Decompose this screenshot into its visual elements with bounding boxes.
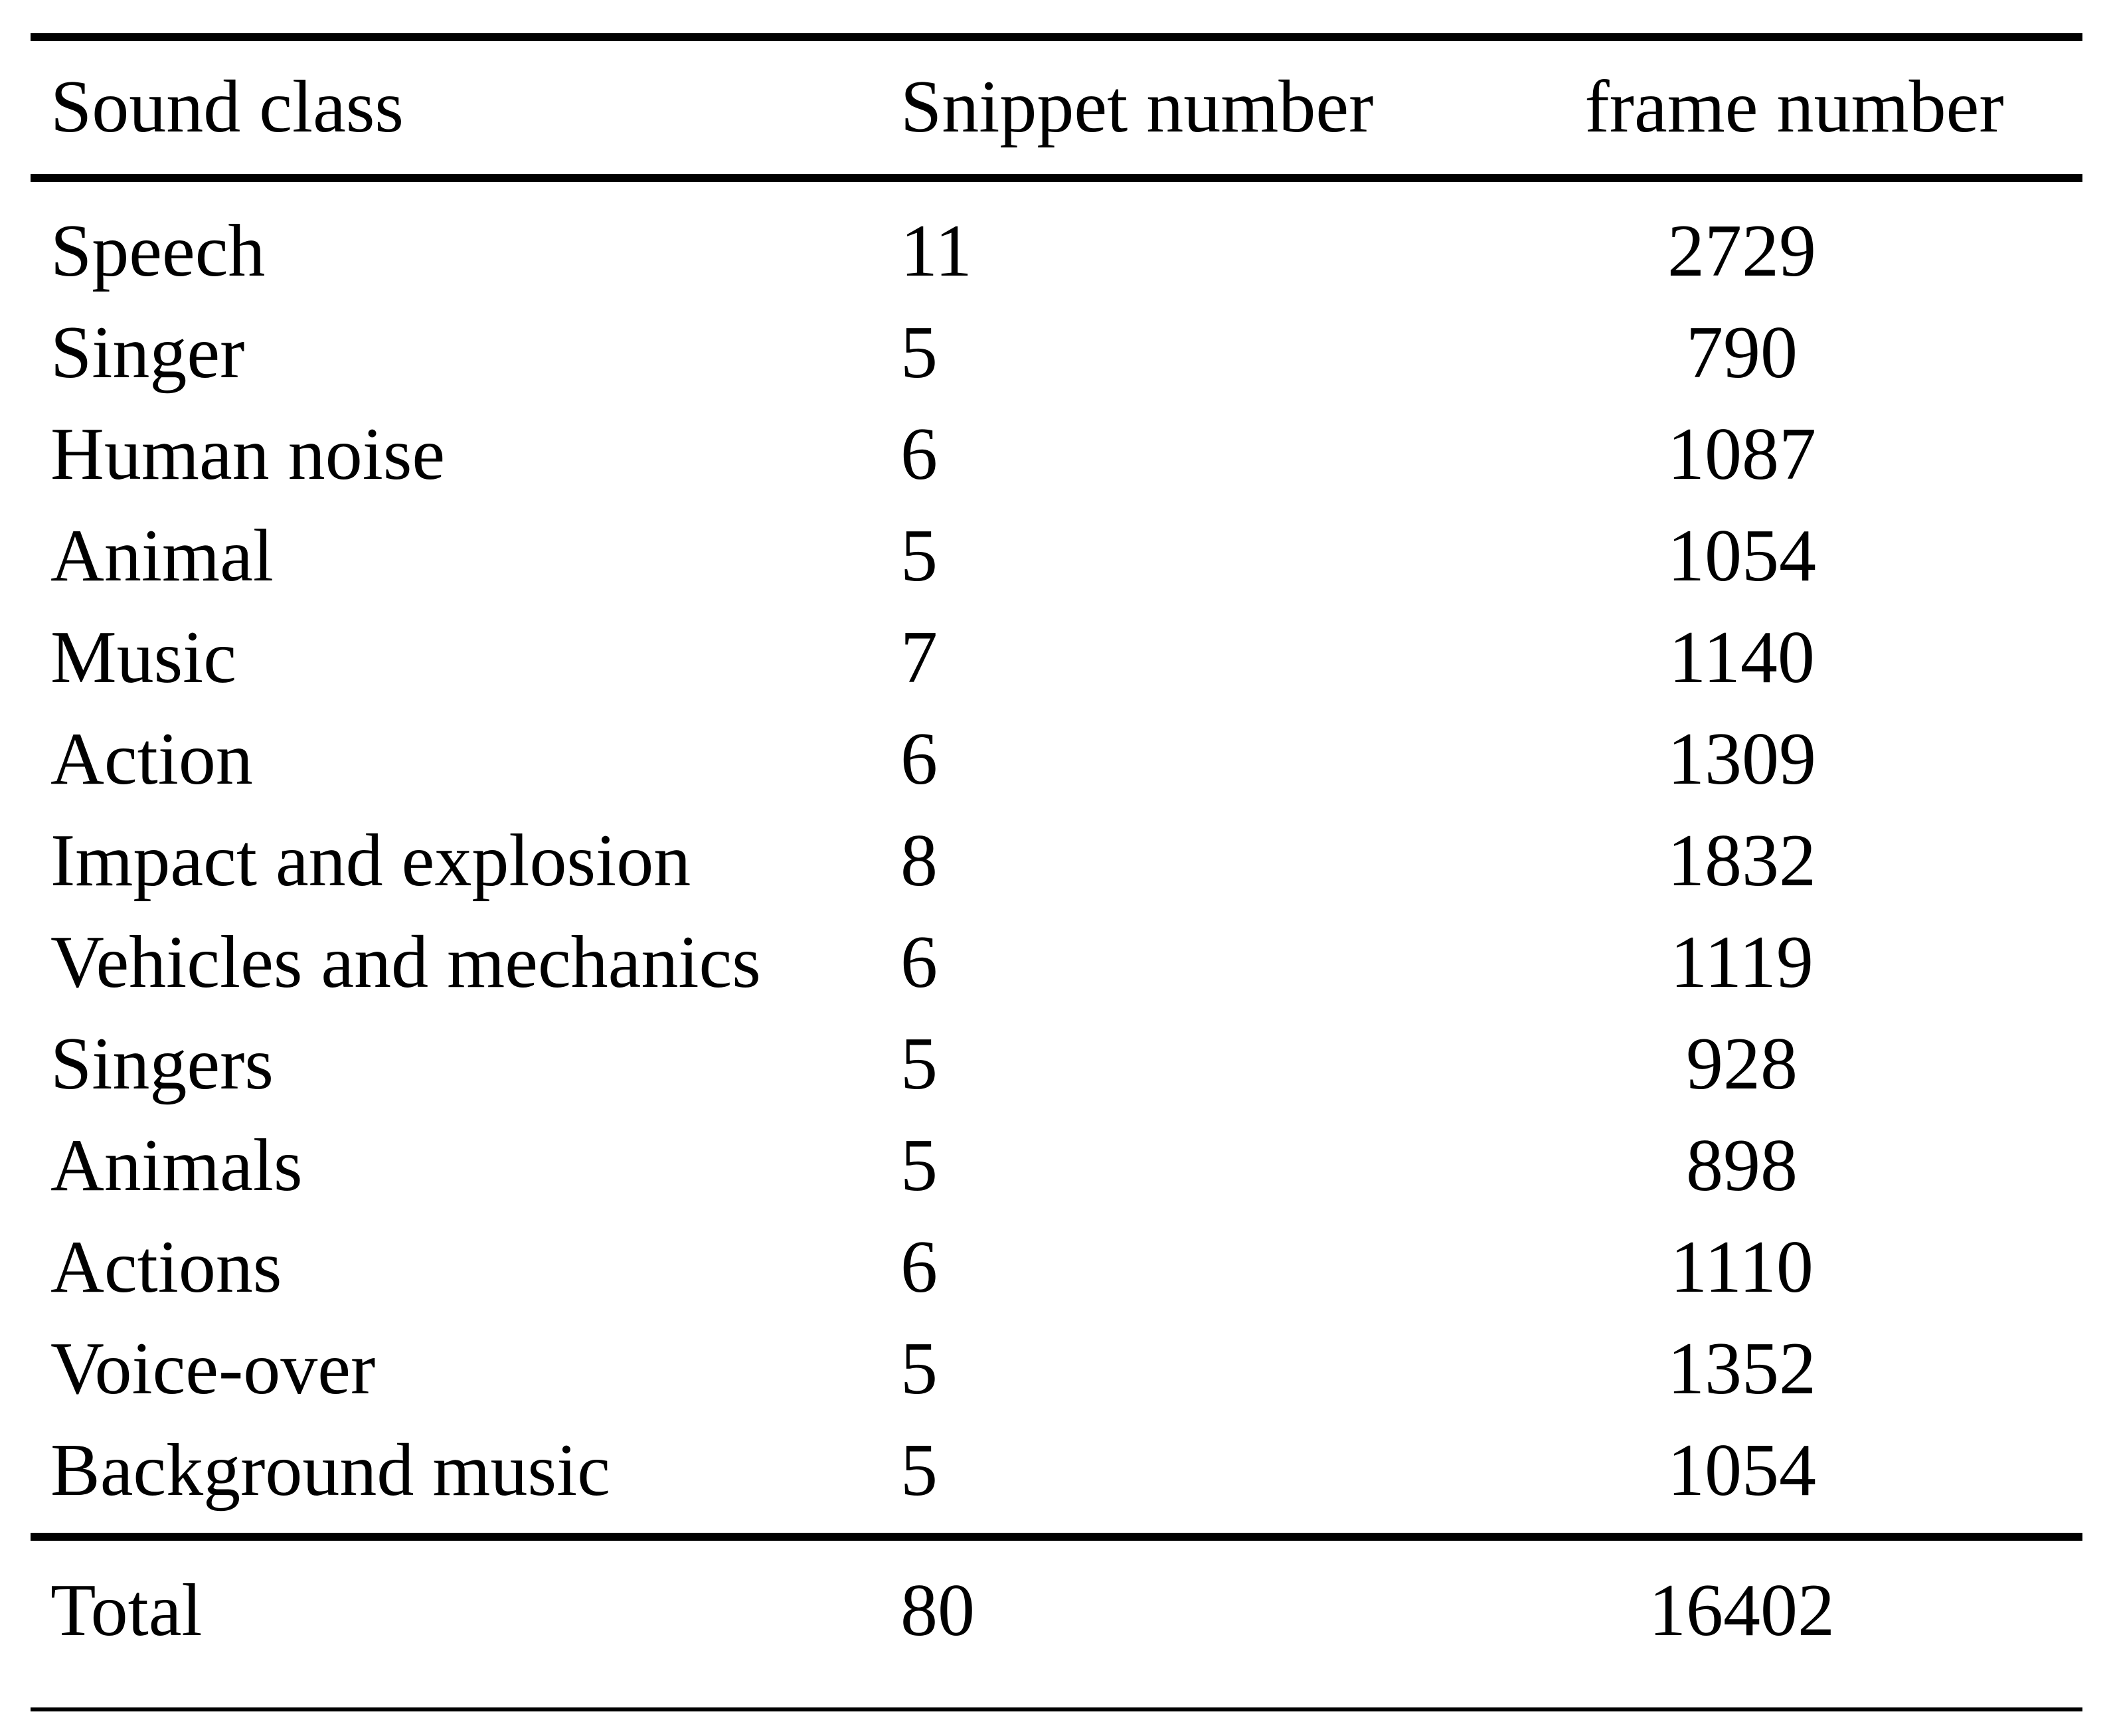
- frame-number-cell: 1087: [1667, 413, 1816, 495]
- snippet-number-cell: 5: [900, 1429, 938, 1512]
- table-row: [0, 607, 2111, 709]
- frame-number-cell: 898: [1686, 1124, 1798, 1207]
- sound-class-cell: Action: [50, 718, 253, 800]
- frame-number-cell: 2729: [1667, 210, 1816, 292]
- header-sound-class: Sound class: [50, 66, 404, 148]
- sound-class-cell: Singer: [50, 311, 245, 394]
- total-label: Total: [50, 1569, 203, 1652]
- snippet-number-cell: 5: [900, 311, 938, 394]
- table-row: [0, 1318, 2111, 1420]
- table-row: [0, 709, 2111, 810]
- frame-number-cell: 1352: [1667, 1328, 1816, 1410]
- snippet-number-cell: 7: [900, 616, 938, 699]
- sound-class-cell: Music: [50, 616, 236, 699]
- frame-number-cell: 1110: [1670, 1226, 1814, 1308]
- snippet-number-cell: 5: [900, 1023, 938, 1105]
- table-header-row: [0, 56, 2111, 158]
- table-row: [0, 505, 2111, 607]
- sound-class-cell: Speech: [50, 210, 266, 292]
- total-snippet-number: 80: [900, 1569, 975, 1652]
- header-rule: [31, 174, 2082, 182]
- sound-class-cell: Singers: [50, 1023, 274, 1105]
- sound-class-cell: Background music: [50, 1429, 610, 1512]
- frame-number-cell: 1832: [1667, 820, 1816, 902]
- table-row: [0, 810, 2111, 912]
- table-row: [0, 201, 2111, 302]
- table-row: [0, 1217, 2111, 1318]
- sound-class-cell: Animals: [50, 1124, 303, 1207]
- snippet-number-cell: 5: [900, 515, 938, 597]
- snippet-number-cell: 11: [900, 210, 972, 292]
- sound-class-cell: Animal: [50, 515, 274, 597]
- frame-number-cell: 928: [1686, 1023, 1798, 1105]
- frame-number-cell: 1054: [1667, 1429, 1816, 1512]
- snippet-number-cell: 6: [900, 921, 938, 1003]
- body-rule: [31, 1533, 2082, 1541]
- top-rule: [31, 33, 2082, 41]
- snippet-number-cell: 6: [900, 718, 938, 800]
- snippet-number-cell: 5: [900, 1328, 938, 1410]
- table-row: [0, 302, 2111, 404]
- frame-number-cell: 1054: [1667, 515, 1816, 597]
- sound-class-cell: Human noise: [50, 413, 446, 495]
- frame-number-cell: 790: [1686, 311, 1798, 394]
- table-row: [0, 1115, 2111, 1217]
- frame-number-cell: 1119: [1670, 921, 1814, 1003]
- header-snippet-number: Snippet number: [900, 66, 1374, 148]
- table-total-row: [0, 1560, 2111, 1662]
- frame-number-cell: 1309: [1667, 718, 1816, 800]
- total-frame-number: 16402: [1649, 1569, 1835, 1652]
- snippet-number-cell: 5: [900, 1124, 938, 1207]
- frame-number-cell: 1140: [1669, 616, 1815, 699]
- table-row: [0, 1420, 2111, 1521]
- snippet-number-cell: 6: [900, 413, 938, 495]
- table-row: [0, 404, 2111, 505]
- table-row: [0, 912, 2111, 1013]
- sound-class-cell: Voice-over: [50, 1328, 376, 1410]
- sound-class-cell: Impact and explosion: [50, 820, 691, 902]
- sound-class-cell: Actions: [50, 1226, 282, 1308]
- header-frame-number: frame number: [1584, 66, 2004, 148]
- snippet-number-cell: 8: [900, 820, 938, 902]
- snippet-number-cell: 6: [900, 1226, 938, 1308]
- sound-class-cell: Vehicles and mechanics: [50, 921, 761, 1003]
- table-row: [0, 1013, 2111, 1115]
- bottom-rule: [31, 1707, 2082, 1711]
